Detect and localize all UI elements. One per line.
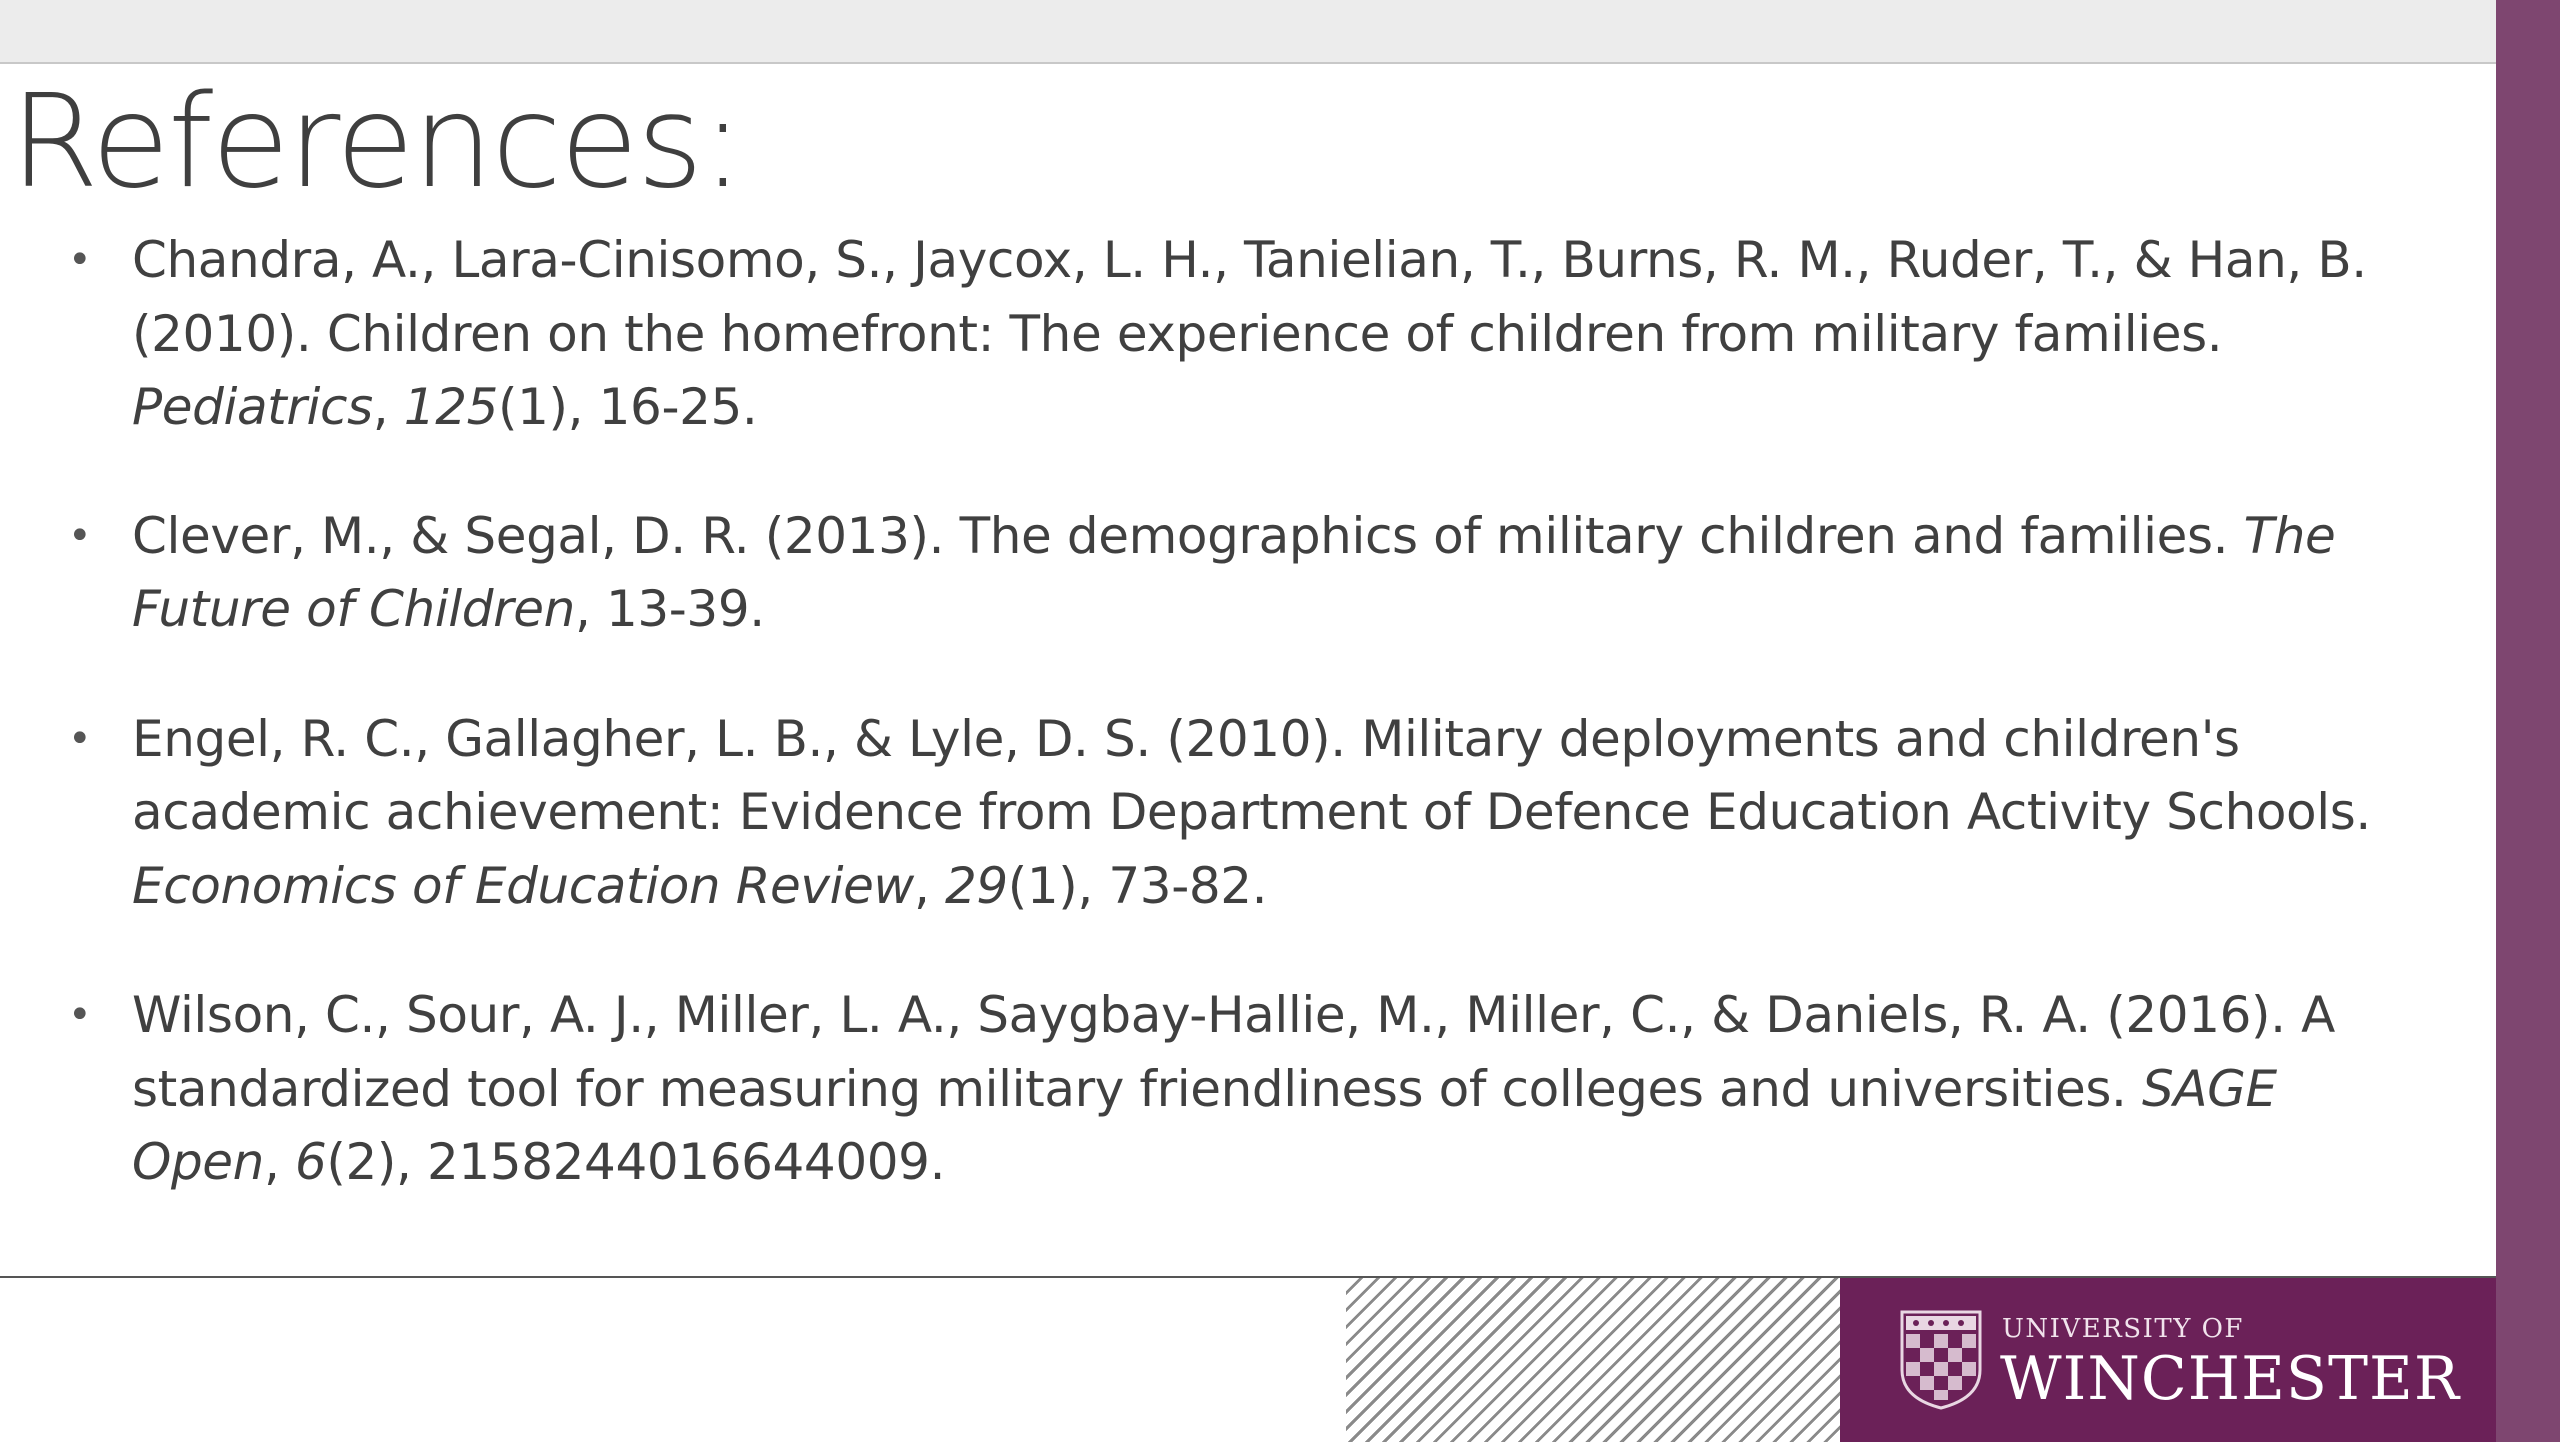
- reference-pages: (2), 2158244016644009.: [326, 1133, 946, 1191]
- slide: [0, 64, 2496, 1414]
- bullet-icon: •: [68, 715, 92, 762]
- window-top-bar: [0, 0, 2496, 64]
- reference-pages: (1), 16-25.: [498, 378, 758, 436]
- reference-text: Chandra, A., Lara-Cinisomo, S., Jaycox, L. H., Tanielian, T., Burns, R. M., Ruder, T., & Han, B. (2010). Children on the homefront: The experience of children from military families.: [132, 231, 2367, 363]
- reference-separator: ,: [372, 378, 404, 436]
- reference-text: Wilson, C., Sour, A. J., Miller, L. A., Saygbay-Hallie, M., Miller, C., & Daniels, R. A. (2016). A standardized tool for measuring military friendliness of colleges and universities.: [132, 986, 2335, 1118]
- reference-text: Engel, R. C., Gallagher, L. B., & Lyle, D. S. (2010). Military deployments and children's academic achievement: Evidence from Department of Defence Education Activity Schools.: [132, 709, 2371, 841]
- hatch-pattern: [1346, 1278, 1840, 1442]
- slide-title: References:: [10, 68, 743, 217]
- reference-volume: 6: [294, 1133, 327, 1191]
- reference-journal: Pediatrics: [132, 378, 373, 436]
- reference-item: [68, 703, 2432, 924]
- reference-list: [68, 224, 2432, 1255]
- reference-item: [68, 979, 2432, 1200]
- reference-pages: (1), 73-82.: [1007, 856, 1268, 915]
- reference-volume: 125: [403, 378, 499, 436]
- reference-text: Clever, M., & Segal, D. R. (2013). The demographics of military children and families.: [132, 506, 2244, 565]
- reference-separator: ,: [263, 1133, 295, 1191]
- reference-journal: Economics of Education Review: [132, 856, 914, 915]
- reference-item: [68, 500, 2432, 647]
- reference-separator: ,: [913, 856, 945, 915]
- logo-line-university-of: UNIVERSITY OF: [2002, 1314, 2244, 1344]
- reference-item: [68, 224, 2432, 445]
- reference-journal: SAGE Open: [132, 1059, 2277, 1191]
- reference-pages: , 13-39.: [574, 580, 765, 638]
- logo-line-winchester: WINCHESTER: [2000, 1344, 2460, 1414]
- reference-journal: The Future of Children: [132, 506, 2336, 638]
- bullet-icon: •: [68, 237, 92, 283]
- slide-footer: [0, 1276, 2496, 1442]
- bullet-icon: •: [68, 512, 92, 559]
- university-logo: [1840, 1278, 2496, 1442]
- reference-volume: 29: [944, 856, 1008, 915]
- crest-shield-icon: [1900, 1310, 1982, 1410]
- bullet-icon: •: [68, 992, 92, 1038]
